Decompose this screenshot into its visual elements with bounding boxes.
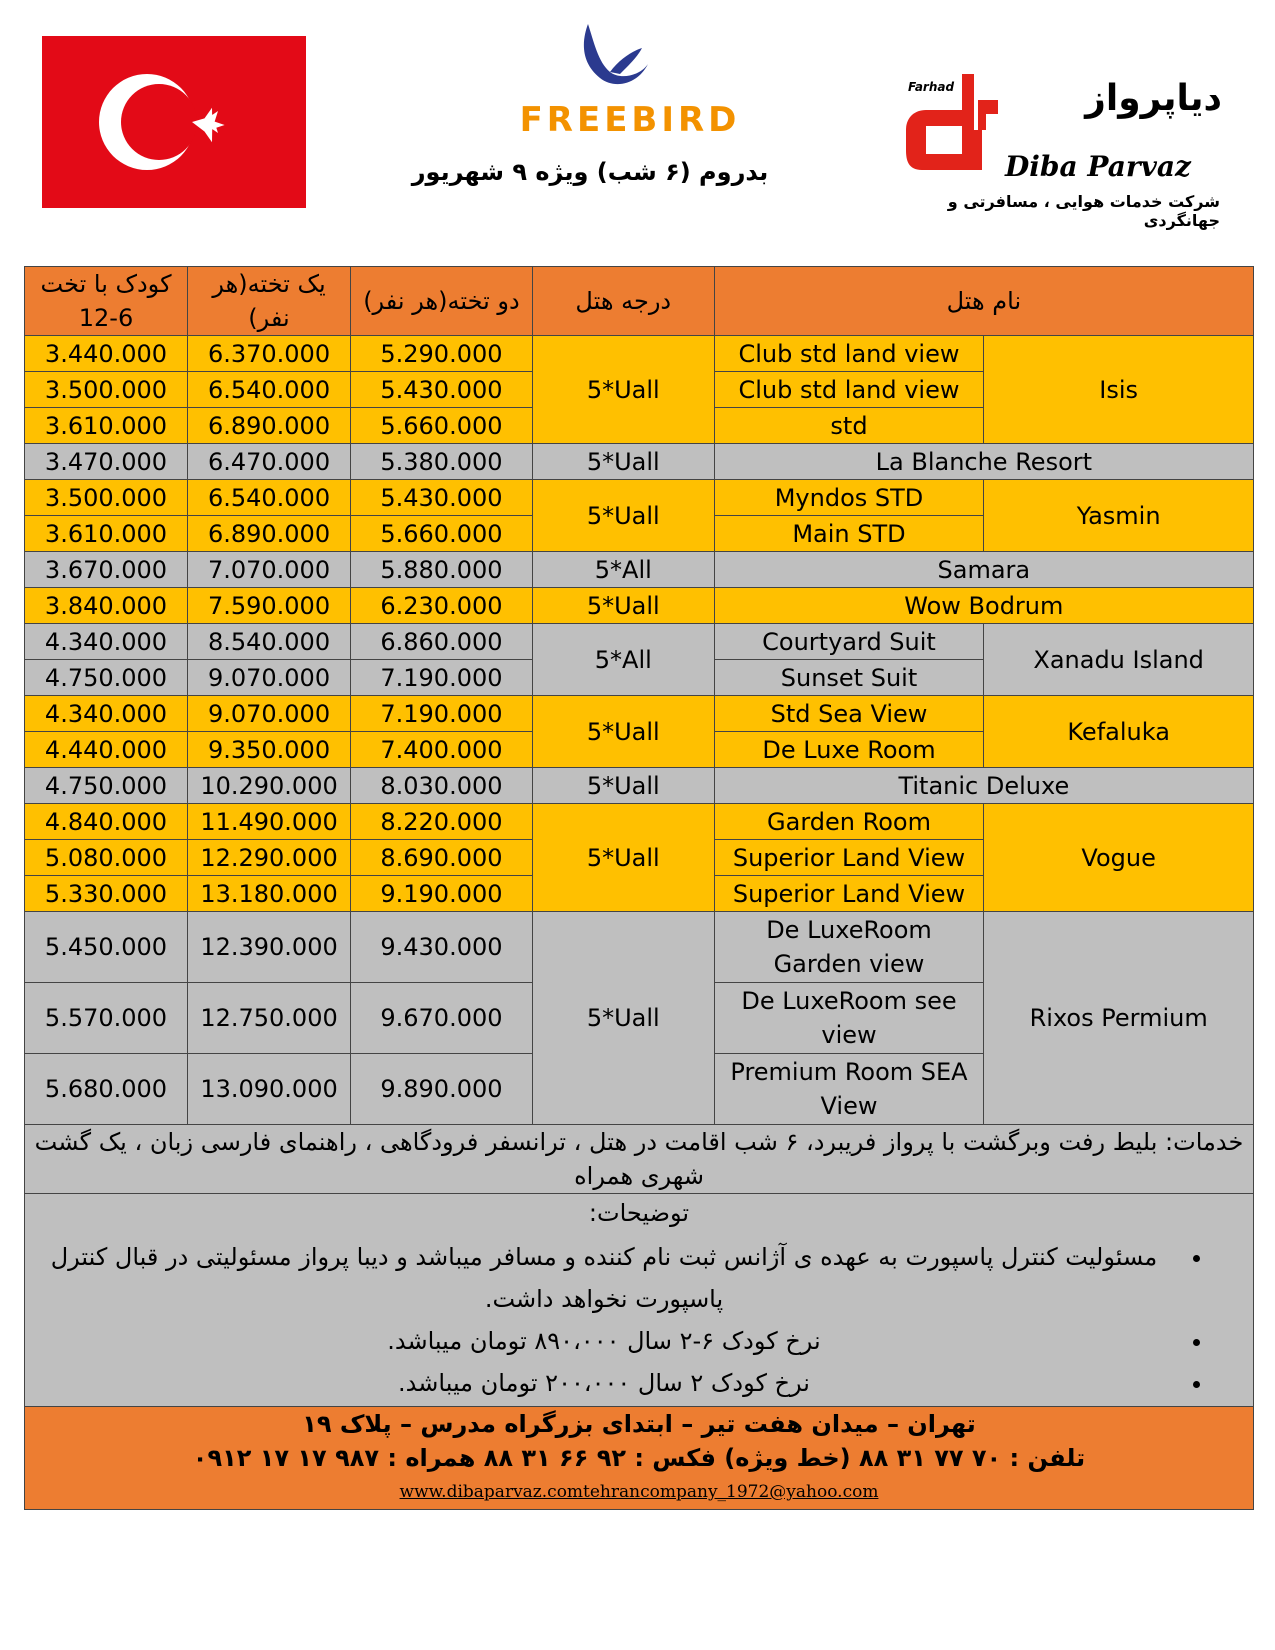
- footer-address: تهران – میدان هفت تیر – ابتدای بزرگراه مدرس – پلاک ۱۹: [302, 1410, 976, 1438]
- single-price-cell: 9.350.000: [188, 732, 351, 768]
- footer-row: [25, 1407, 1254, 1510]
- child-price-cell: 4.750.000: [25, 768, 188, 804]
- notes-cell: [25, 1194, 1254, 1407]
- hotel-grade-cell: 5*Uall: [532, 804, 714, 912]
- hotel-grade-cell: 5*Uall: [532, 336, 714, 444]
- freebird-wordmark: FREEBIRD: [519, 100, 741, 140]
- double-price-cell: 5.290.000: [351, 336, 533, 372]
- room-type-cell: De Luxe Room: [714, 732, 984, 768]
- double-price-cell: 5.660.000: [351, 516, 533, 552]
- single-price-cell: 8.540.000: [188, 624, 351, 660]
- table-row: [25, 624, 1254, 660]
- price-table: [24, 266, 1254, 1510]
- agency-name-fa: دیاپرواز: [1085, 78, 1222, 119]
- single-price-cell: 7.590.000: [188, 588, 351, 624]
- services-text: خدمات: بلیط رفت وبرگشت با پرواز فریبرد، ۶ شب اقامت در هتل ، ترانسفر فرودگاهی ، راهنمای فارسی زبان ، یک گشت شهری همراه: [25, 1125, 1254, 1194]
- hotel-name-cell: Rixos Permium: [984, 912, 1254, 1125]
- single-price-cell: 10.290.000: [188, 768, 351, 804]
- hotel-name-cell: Wow Bodrum: [714, 588, 1253, 624]
- room-type-cell: std: [714, 408, 984, 444]
- single-price-cell: 9.070.000: [188, 660, 351, 696]
- double-price-cell: 8.690.000: [351, 840, 533, 876]
- table-row: [25, 912, 1254, 983]
- hotel-name-cell: La Blanche Resort: [714, 444, 1253, 480]
- table-row: [25, 804, 1254, 840]
- table-row: [25, 588, 1254, 624]
- note-item: • مسئولیت کنترل پاسپورت به عهده ی آژانس ثبت نام کننده و مسافر میباشد و دیبا پرواز مسئولیتی در قبال کنترل پاسپورت نخواهد داشت.: [29, 1236, 1179, 1320]
- hotel-grade-cell: 5*All: [532, 624, 714, 696]
- single-price-cell: 12.290.000: [188, 840, 351, 876]
- room-type-cell: Club std land view: [714, 372, 984, 408]
- single-price-cell: 12.750.000: [188, 983, 351, 1054]
- agency-name-en: Diba Parvaz: [1005, 150, 1191, 183]
- hotel-grade-cell: 5*Uall: [532, 588, 714, 624]
- child-price-cell: 5.080.000: [25, 840, 188, 876]
- footer-cell: [25, 1407, 1254, 1510]
- room-type-cell: Courtyard Suit: [714, 624, 984, 660]
- single-price-cell: 6.470.000: [188, 444, 351, 480]
- child-price-cell: 4.340.000: [25, 624, 188, 660]
- double-price-cell: 6.230.000: [351, 588, 533, 624]
- double-price-cell: 6.860.000: [351, 624, 533, 660]
- hotel-grade-cell: 5*Uall: [532, 480, 714, 552]
- child-price-cell: 3.500.000: [25, 372, 188, 408]
- page-subtitle: بدروم (۶ شب) ویژه ۹ شهریور: [411, 158, 769, 186]
- double-price-cell: 7.190.000: [351, 660, 533, 696]
- room-type-cell: Sunset Suit: [714, 660, 984, 696]
- child-price-cell: 5.450.000: [25, 912, 188, 983]
- hotel-name-cell: Isis: [984, 336, 1254, 444]
- room-type-cell: Superior Land View: [714, 876, 984, 912]
- hotel-name-cell: Vogue: [984, 804, 1254, 912]
- notes-list: [29, 1236, 1249, 1404]
- child-price-cell: 3.840.000: [25, 588, 188, 624]
- double-price-cell: 9.890.000: [351, 1054, 533, 1125]
- double-price-cell: 5.380.000: [351, 444, 533, 480]
- hotel-grade-cell: 5*Uall: [532, 696, 714, 768]
- turkey-flag: [42, 36, 306, 208]
- hotel-name-cell: Yasmin: [984, 480, 1254, 552]
- single-price-cell: 6.370.000: [188, 336, 351, 372]
- room-type-cell: Club std land view: [714, 336, 984, 372]
- footer-phones: تلفن : ۷۰ ۷۷ ۳۱ ۸۸ (خط ویژه) فکس : ۹۲ ۶۶ ۳۱ ۸۸ همراه : ۹۸۷ ۱۷ ۱۷ ۰۹۱۲: [192, 1444, 1086, 1472]
- table-row: [25, 480, 1254, 516]
- header-grade: درجه هتل: [532, 267, 714, 336]
- single-price-cell: 6.890.000: [188, 408, 351, 444]
- double-price-cell: 9.670.000: [351, 983, 533, 1054]
- single-price-cell: 12.390.000: [188, 912, 351, 983]
- services-row: [25, 1125, 1254, 1194]
- room-type-cell: Main STD: [714, 516, 984, 552]
- child-price-cell: 5.680.000: [25, 1054, 188, 1125]
- single-price-cell: 13.180.000: [188, 876, 351, 912]
- hotel-grade-cell: 5*Uall: [532, 768, 714, 804]
- notes-row: [25, 1194, 1254, 1407]
- note-item: • نرخ کودک ۲ سال ۲۰۰،۰۰۰ تومان میباشد.: [29, 1362, 1179, 1404]
- hotel-grade-cell: 5*Uall: [532, 912, 714, 1125]
- table-row: [25, 552, 1254, 588]
- notes-title: توضیحات:: [588, 1199, 690, 1227]
- freebird-logo: [470, 18, 790, 148]
- room-type-cell: Superior Land View: [714, 840, 984, 876]
- hotel-name-cell: Kefaluka: [984, 696, 1254, 768]
- table-row: [25, 444, 1254, 480]
- single-price-cell: 6.890.000: [188, 516, 351, 552]
- room-type-cell: De LuxeRoom Garden view: [714, 912, 984, 983]
- room-type-cell: De LuxeRoom see view: [714, 983, 984, 1054]
- child-price-cell: 5.570.000: [25, 983, 188, 1054]
- double-price-cell: 9.190.000: [351, 876, 533, 912]
- header-single: یک تخته(هر نفر): [188, 267, 351, 336]
- double-price-cell: 8.220.000: [351, 804, 533, 840]
- child-price-cell: 4.840.000: [25, 804, 188, 840]
- single-price-cell: 9.070.000: [188, 696, 351, 732]
- room-type-cell: Std Sea View: [714, 696, 984, 732]
- double-price-cell: 5.430.000: [351, 372, 533, 408]
- header-double: دو تخته(هر نفر): [351, 267, 533, 336]
- room-type-cell: Garden Room: [714, 804, 984, 840]
- room-type-cell: Premium Room SEA View: [714, 1054, 984, 1125]
- single-price-cell: 6.540.000: [188, 480, 351, 516]
- child-price-cell: 4.340.000: [25, 696, 188, 732]
- table-row: [25, 696, 1254, 732]
- bird-icon: [470, 18, 790, 98]
- table-header-row: [25, 267, 1254, 336]
- double-price-cell: 5.430.000: [351, 480, 533, 516]
- child-price-cell: 3.440.000: [25, 336, 188, 372]
- diba-parvaz-logo: [900, 66, 1230, 230]
- hotel-grade-cell: 5*Uall: [532, 444, 714, 480]
- hotel-name-cell: Titanic Deluxe: [714, 768, 1253, 804]
- child-price-cell: 3.610.000: [25, 408, 188, 444]
- header-child: کودک با تخت 6-12: [25, 267, 188, 336]
- double-price-cell: 7.400.000: [351, 732, 533, 768]
- single-price-cell: 11.490.000: [188, 804, 351, 840]
- double-price-cell: 5.880.000: [351, 552, 533, 588]
- double-price-cell: 9.430.000: [351, 912, 533, 983]
- double-price-cell: 7.190.000: [351, 696, 533, 732]
- child-price-cell: 3.610.000: [25, 516, 188, 552]
- child-price-cell: 4.440.000: [25, 732, 188, 768]
- single-price-cell: 7.070.000: [188, 552, 351, 588]
- farhad-label: Farhad: [908, 80, 955, 94]
- agency-tagline: شرکت خدمات هوایی ، مسافرتی و جهانگردی: [947, 192, 1220, 230]
- table-row: [25, 336, 1254, 372]
- child-price-cell: 3.470.000: [25, 444, 188, 480]
- room-type-cell: Myndos STD: [714, 480, 984, 516]
- child-price-cell: 3.670.000: [25, 552, 188, 588]
- hotel-name-cell: Samara: [714, 552, 1253, 588]
- hotel-name-cell: Xanadu Island: [984, 624, 1254, 696]
- single-price-cell: 13.090.000: [188, 1054, 351, 1125]
- footer-website-link[interactable]: www.dibaparvaz.comtehrancompany_1972@yahoo.com: [399, 1482, 879, 1502]
- child-price-cell: 5.330.000: [25, 876, 188, 912]
- single-price-cell: 6.540.000: [188, 372, 351, 408]
- child-price-cell: 4.750.000: [25, 660, 188, 696]
- table-row: [25, 768, 1254, 804]
- hotel-grade-cell: 5*All: [532, 552, 714, 588]
- header-hotel: نام هتل: [714, 267, 1253, 336]
- double-price-cell: 5.660.000: [351, 408, 533, 444]
- note-item: • نرخ کودک ۶-۲ سال ۸۹۰،۰۰۰ تومان میباشد.: [29, 1320, 1179, 1362]
- child-price-cell: 3.500.000: [25, 480, 188, 516]
- double-price-cell: 8.030.000: [351, 768, 533, 804]
